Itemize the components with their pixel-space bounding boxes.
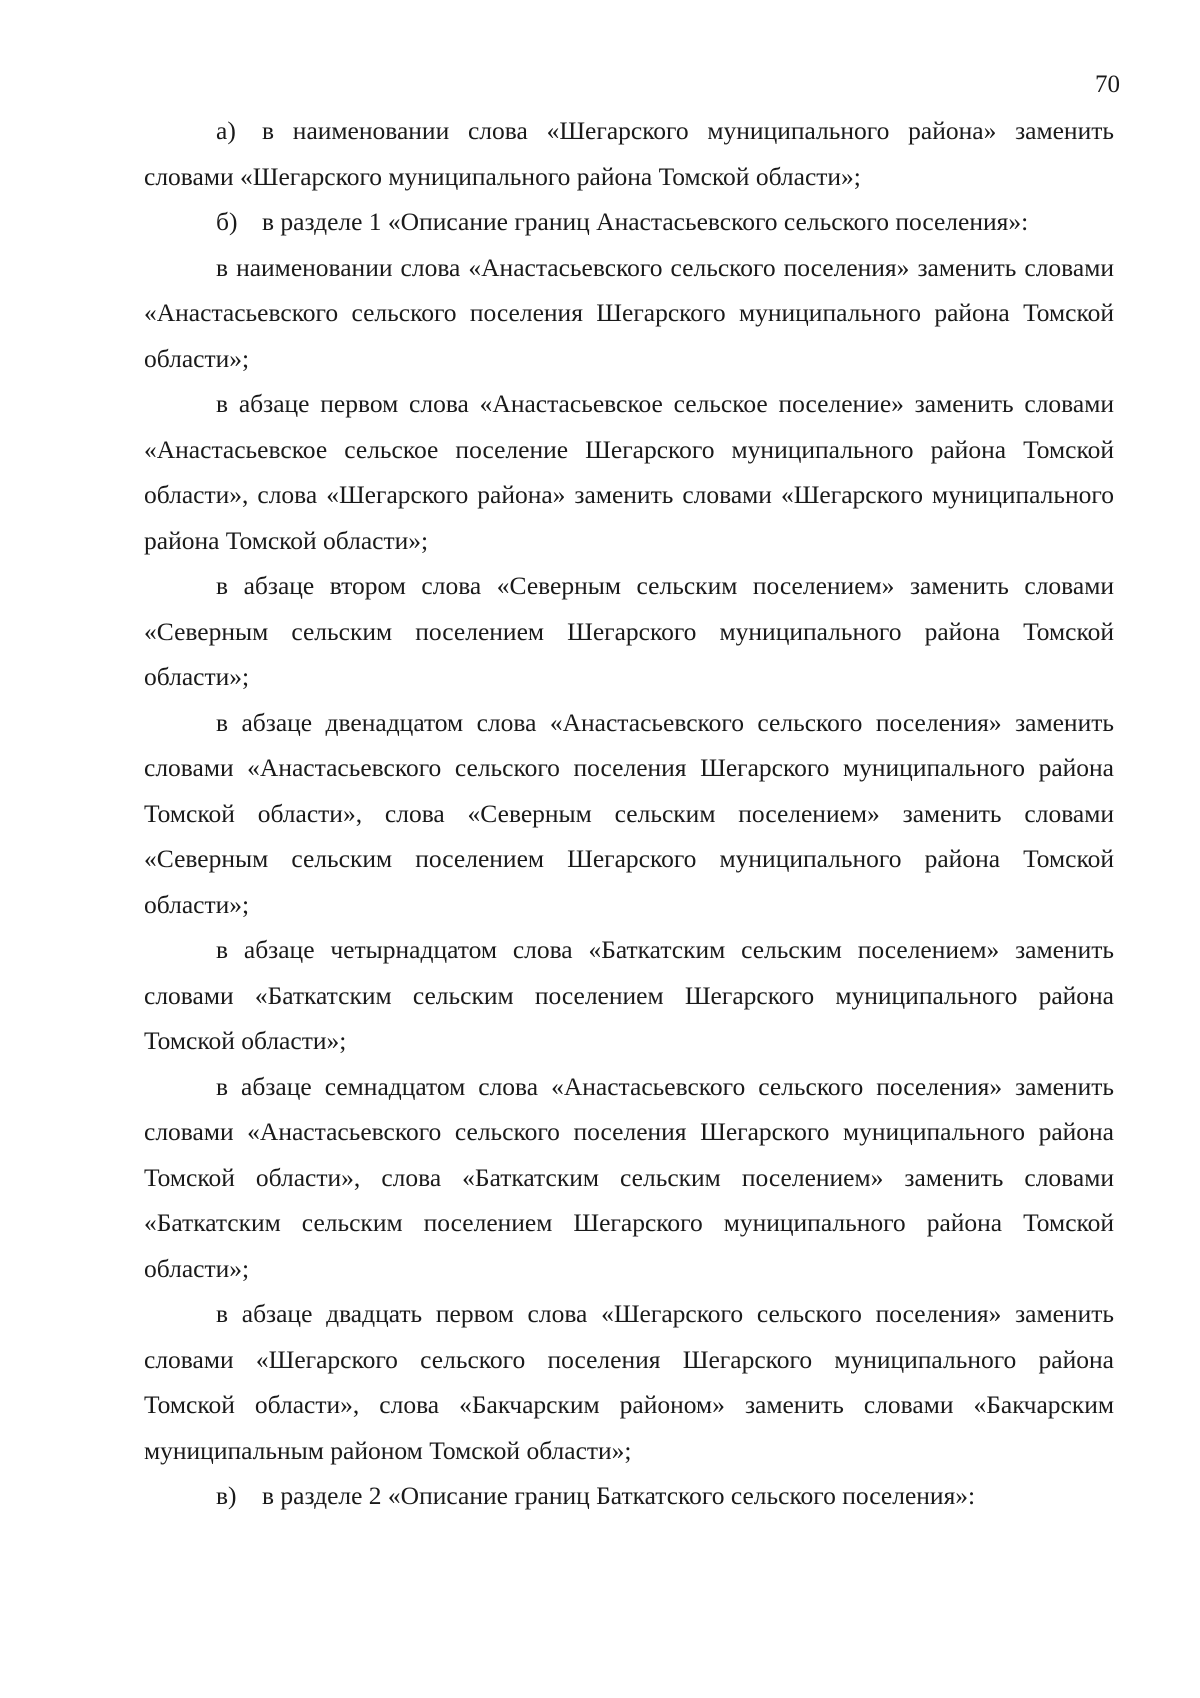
paragraph: в абзаце двадцать первом слова «Шегарского сельского поселения» заменить словами «Шегарского сельского поселения Шегарского муниципального района Томской области», слова «Бакчарским районом» заменить словами «Бакчарским муниципальным районом Томской области»; (144, 1299, 1114, 1465)
paragraph-item-v (144, 1473, 1114, 1519)
list-marker: б) (216, 207, 238, 236)
paragraph-text: в разделе 2 «Описание границ Баткатского сельского поселения»: (262, 1481, 976, 1510)
document-body (144, 108, 1114, 1519)
list-marker: в) (216, 1481, 237, 1510)
paragraph: в абзаце семнадцатом слова «Анастасьевского сельского поселения» заменить словами «Анастасьевского сельского поселения Шегарского муниципального района Томской области», слова «Баткатским сельским поселением» заменить словами «Баткатским сельским поселением Шегарского муниципального района Томской области»; (144, 1071, 1114, 1283)
paragraph-text: в наименовании слова «Шегарского муниципального района» заменить словами «Шегарского муниципального района Томской области»; (144, 116, 1114, 191)
paragraph: в абзаце четырнадцатом слова «Баткатским сельским поселением» заменить словами «Баткатским сельским поселением Шегарского муниципального района Томской области»; (144, 935, 1114, 1055)
list-marker: а) (216, 116, 236, 145)
paragraph-text: в разделе 1 «Описание границ Анастасьевского сельского поселения»: (262, 207, 1029, 236)
paragraph: в абзаце первом слова «Анастасьевское сельское поселение» заменить словами «Анастасьевское сельское поселение Шегарского муниципального района Томской области», слова «Шегарского района» заменить словами «Шегарского муниципального района Томской области»; (144, 389, 1114, 555)
paragraph: в абзаце двенадцатом слова «Анастасьевского сельского поселения» заменить словами «Анастасьевского сельского поселения Шегарского муниципального района Томской области», слова «Северным сельским поселением» заменить словами «Северным сельским поселением Шегарского муниципального района Томской области»; (144, 707, 1114, 919)
paragraph-item-b (144, 199, 1114, 245)
paragraph: в наименовании слова «Анастасьевского сельского поселения» заменить словами «Анастасьевского сельского поселения Шегарского муниципального района Томской области»; (144, 252, 1114, 373)
page-number: 70 (1095, 71, 1120, 98)
paragraph: в абзаце втором слова «Северным сельским поселением» заменить словами «Северным сельским поселением Шегарского муниципального района Томской области»; (144, 571, 1114, 691)
paragraph-item-a (144, 108, 1114, 199)
